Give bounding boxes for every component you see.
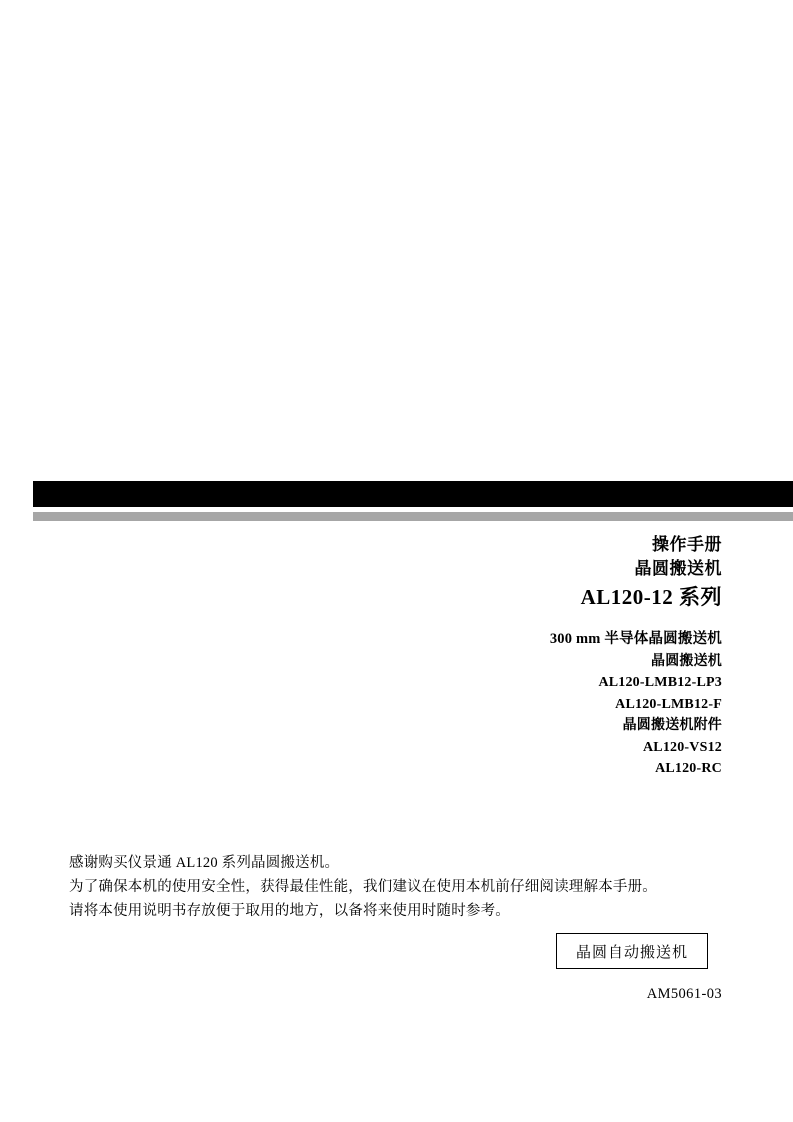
title-block: [222, 533, 722, 612]
model-list-item: AL120-VS12: [642, 739, 722, 755]
document-code: AM5061-03: [646, 986, 722, 1002]
document-title-line-2: 晶圆搬送机: [634, 559, 722, 578]
model-list: [162, 629, 722, 780]
body-paragraph: 感谢购买仪景通 AL120 系列晶圆搬送机。: [69, 855, 340, 871]
body-paragraph: 为了确保本机的使用安全性，获得最佳性能，我们建议在使用本机前仔细阅读理解本手册。: [69, 879, 657, 895]
document-title-line-3: AL120-12 系列: [580, 585, 722, 609]
model-list-item: 晶圆搬送机附件: [622, 718, 722, 733]
body-text: [69, 851, 729, 923]
body-paragraph: 请将本使用说明书存放便于取用的地方，以备将来使用时随时参考。: [69, 903, 510, 919]
header-black-bar: [33, 481, 793, 507]
header-gray-bar: [33, 512, 793, 521]
model-list-item: AL120-LMB12-F: [615, 696, 722, 712]
model-list-item: AL120-LMB12-LP3: [598, 675, 722, 690]
model-list-item: 300 mm 半导体晶圆搬送机: [549, 631, 722, 647]
model-list-item: AL120-RC: [655, 761, 722, 776]
document-title-line-1: 操作手册: [652, 535, 722, 554]
product-category-box: 晶圆自动搬送机: [556, 933, 708, 969]
model-list-item: 晶圆搬送机: [651, 653, 722, 669]
